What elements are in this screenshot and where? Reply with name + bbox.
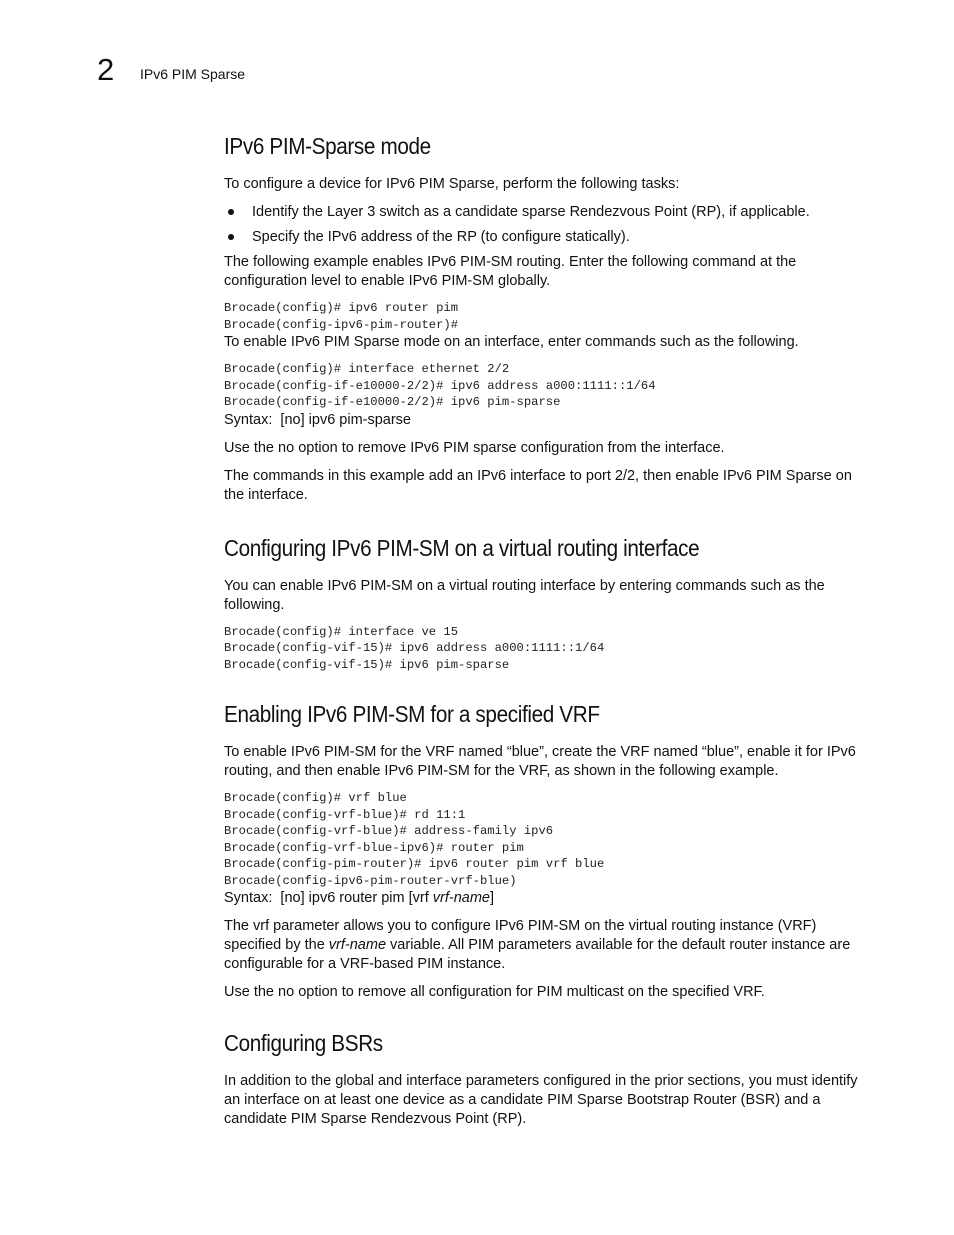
task-list	[224, 203, 872, 247]
syntax-bracket: [	[408, 890, 413, 906]
code-block-ve: Brocade(config)# interface ve 15 Brocade(config-vif-15)# ipv6 address a000:1111::1/64 Brocade(config-vif-15)# ipv6 pim-sparse	[224, 624, 605, 672]
section-title-vrf: Enabling IPv6 PIM-SM for a specified VRF	[224, 701, 600, 727]
section-title-bsrs: Configuring BSRs	[224, 1030, 383, 1056]
syntax-label: Syntax:	[224, 411, 273, 428]
syntax-line	[224, 411, 872, 430]
vrf-name-variable: vrf-name	[328, 937, 387, 953]
syntax-vrf-keyword: vrf	[412, 890, 429, 906]
chapter-number: 2	[97, 52, 115, 87]
syntax-bracket: [	[280, 411, 285, 428]
text: variable. All PIM parameters available for the default router instance are configurable for a VRF-based PIM instance.	[224, 937, 851, 972]
syntax-command: ipv6 pim-sparse	[308, 411, 411, 428]
section1-intro: To configure a device for IPv6 PIM Sparse, perform the following tasks:	[224, 176, 680, 192]
text: option to remove all configuration for PIM multicast on the specified VRF.	[298, 984, 765, 1000]
text: option to remove IPv6 PIM sparse configuration from the interface.	[298, 439, 725, 456]
code-block-global: Brocade(config)# ipv6 router pim Brocade(config-ipv6-pim-router)#	[224, 301, 459, 332]
code-block-vrf: Brocade(config)# vrf blue Brocade(config-vrf-blue)# rd 11:1 Brocade(config-vrf-blue)# address-family ipv6 Brocade(config-vrf-blue-ipv6)# router pim Brocade(config-pim-router)# ipv6 router pim vrf blue Brocade(config-ipv6-pim-router-vrf-blue)	[224, 791, 605, 888]
syntax-bracket: ]	[489, 890, 495, 906]
section2-para: You can enable IPv6 PIM-SM on a virtual routing interface by entering commands such as the following.	[224, 577, 825, 613]
section1-example-para: The following example enables IPv6 PIM-SM routing. Enter the following command at the configuration level to enable IPv6 PIM-SM globally.	[224, 254, 797, 289]
section1-commands-para: The commands in this example add an IPv6 interface to port 2/2, then enable IPv6 PIM Sparse on the interface.	[224, 467, 852, 503]
text: Use the	[224, 984, 274, 1000]
syntax-command: ipv6 router pim	[308, 890, 405, 906]
no-keyword: no	[278, 439, 295, 456]
text: The	[224, 918, 249, 934]
syntax-variable: vrf-name	[432, 890, 490, 906]
section4-para: In addition to the global and interface parameters configured in the prior sections, you must identify an interface on at least one device as a candidate PIM Sparse Bootstrap Router (BSR) and a candidate PIM Sparse Rendezvous Point (RP).	[224, 1073, 858, 1127]
list-item: Identify the Layer 3 switch as a candidate sparse Rendezvous Point (RP), if applicable.	[224, 203, 872, 222]
running-title: IPv6 PIM Sparse	[140, 66, 246, 82]
section1-interface-para: To enable IPv6 PIM Sparse mode on an interface, enter commands such as the following.	[224, 334, 799, 350]
syntax-line	[224, 889, 872, 908]
no-keyword: no	[278, 984, 295, 1000]
syntax-bracket: ]	[300, 411, 305, 428]
section-title-virtual-routing: Configuring IPv6 PIM-SM on a virtual routing interface	[224, 534, 700, 561]
section3-no-para	[224, 983, 872, 1002]
page-content	[224, 130, 872, 1129]
section1-no-para	[224, 439, 872, 458]
text: Use the	[224, 439, 274, 456]
syntax-label: Syntax:	[224, 890, 273, 906]
vrf-keyword: vrf	[253, 918, 270, 934]
syntax-bracket: ]	[300, 890, 305, 906]
syntax-bracket: [	[280, 890, 285, 906]
syntax-no-keyword: no	[284, 411, 301, 428]
text: parameter allows you to configure IPv6 PIM-SM on the virtual routing instance (VRF) specified by the	[224, 918, 817, 953]
section3-para: To enable IPv6 PIM-SM for the VRF named “blue”, create the VRF named “blue”, enable it for IPv6 routing, and then enable IPv6 PIM-SM for the VRF, as shown in the following example.	[224, 744, 856, 779]
syntax-no-keyword: no	[284, 890, 301, 906]
section3-vrf-para	[224, 917, 872, 974]
list-item: Specify the IPv6 address of the RP (to configure statically).	[224, 228, 872, 247]
section-title-pim-sparse-mode: IPv6 PIM-Sparse mode	[224, 133, 431, 159]
code-block-interface: Brocade(config)# interface ethernet 2/2 Brocade(config-if-e10000-2/2)# ipv6 address a000:1111::1/64 Brocade(config-if-e10000-2/2)# ipv6 pim-sparse	[224, 362, 656, 409]
